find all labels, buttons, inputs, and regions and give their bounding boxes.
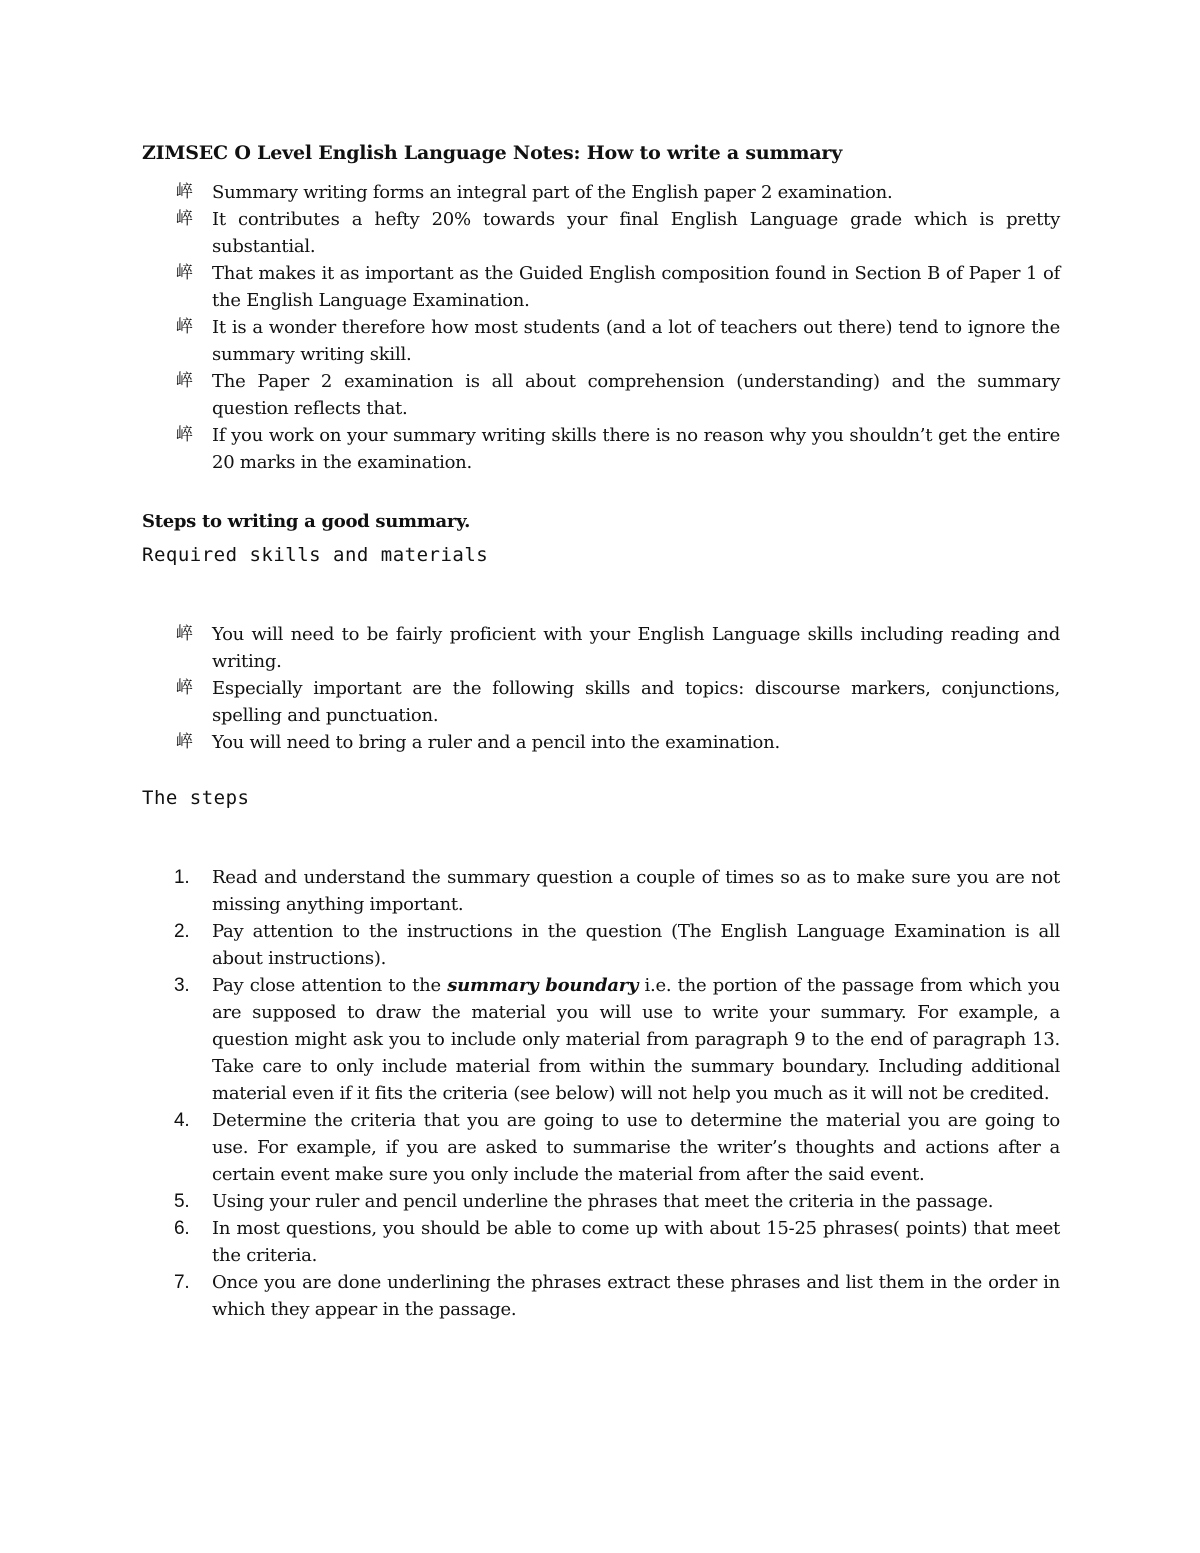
list-item-text: You will need to bring a ruler and a pencil into the examination. — [212, 732, 780, 753]
list-item-text: It is a wonder therefore how most students (and a lot of teachers out there) tend to ignore the summary writing skill. — [212, 317, 1060, 365]
step-number: 4. — [174, 1110, 190, 1131]
step-text-before: Pay close attention to the — [212, 975, 448, 996]
step-number: 2. — [174, 921, 190, 942]
step-item — [142, 864, 1060, 918]
step-text-after: i.e. the portion of the passage from which you are supposed to draw the material you will use to write your summary. For example, a question might ask you to include only material from paragraph 9 to the end of paragraph 13. Take care to only include material from within the summary boundary. Including additional material even if it fits the criteria (see below) will not help you much as it will not be credited. — [212, 975, 1060, 1104]
bullet-icon: 崪 — [176, 263, 193, 283]
step-number: 5. — [174, 1191, 190, 1212]
bullet-icon: 崪 — [176, 317, 193, 337]
step-number: 7. — [174, 1272, 190, 1293]
skills-subheading: Required skills and materials — [142, 544, 489, 566]
list-item — [142, 179, 1060, 206]
step-item — [142, 972, 1060, 1107]
list-item-text: It contributes a hefty 20% towards your final English Language grade which is pretty substantial. — [212, 209, 1060, 257]
the-steps-subheading: The steps — [142, 787, 250, 809]
bullet-icon: 崪 — [176, 182, 193, 202]
document-body — [142, 140, 1060, 1323]
list-item-text: If you work on your summary writing skills there is no reason why you shouldn’t get the entire 20 marks in the examination. — [212, 425, 1060, 473]
document-title: ZIMSEC O Level English Language Notes: How to write a summary — [142, 142, 843, 164]
step-number: 6. — [174, 1218, 190, 1239]
list-item — [142, 314, 1060, 368]
list-item — [142, 368, 1060, 422]
step-text: In most questions, you should be able to come up with about 15-25 phrases( points) that meet the criteria. — [212, 1218, 1060, 1266]
bullet-icon: 崪 — [176, 425, 193, 445]
bullet-icon: 崪 — [176, 624, 193, 644]
list-item-text: That makes it as important as the Guided English composition found in Section B of Paper 1 of the English Language Examination. — [212, 263, 1060, 311]
bullet-icon: 崪 — [176, 371, 193, 391]
list-item-text: Summary writing forms an integral part of the English paper 2 examination. — [212, 182, 893, 203]
list-item-text: You will need to be fairly proficient with your English Language skills including reading and writing. — [212, 624, 1060, 672]
summary-boundary-emphasis: summary boundary — [447, 975, 639, 996]
list-item — [142, 422, 1060, 476]
step-item — [142, 1269, 1060, 1323]
steps-numbered-list — [142, 864, 1060, 1323]
step-text: Read and understand the summary question a couple of times so as to make sure you are not missing anything important. — [212, 867, 1060, 915]
step-text: Using your ruler and pencil underline the phrases that meet the criteria in the passage. — [212, 1191, 994, 1212]
step-item — [142, 1188, 1060, 1215]
step-item — [142, 918, 1060, 972]
list-item-text: The Paper 2 examination is all about comprehension (understanding) and the summary question reflects that. — [212, 371, 1060, 419]
list-item — [142, 729, 1060, 756]
list-item-text: Especially important are the following skills and topics: discourse markers, conjunctions, spelling and punctuation. — [212, 678, 1060, 726]
bullet-icon: 崪 — [176, 732, 193, 752]
step-text: Pay attention to the instructions in the question (The English Language Examination is all about instructions). — [212, 921, 1060, 969]
step-text: Determine the criteria that you are going to use to determine the material you are going to use. For example, if you are asked to summarise the writer’s thoughts and actions after a certain event make sure you only include the material from after the said event. — [212, 1110, 1060, 1185]
intro-bullet-list — [142, 179, 1060, 476]
skills-bullet-list — [142, 621, 1060, 756]
bullet-icon: 崪 — [176, 678, 193, 698]
steps-section-heading: Steps to writing a good summary. — [142, 511, 471, 532]
step-item — [142, 1215, 1060, 1269]
step-item — [142, 1107, 1060, 1188]
step-text: Once you are done underlining the phrases extract these phrases and list them in the order in which they appear in the passage. — [212, 1272, 1060, 1320]
list-item — [142, 621, 1060, 675]
bullet-icon: 崪 — [176, 209, 193, 229]
step-number: 1. — [174, 867, 190, 888]
list-item — [142, 260, 1060, 314]
list-item — [142, 675, 1060, 729]
step-number: 3. — [174, 975, 190, 996]
list-item — [142, 206, 1060, 260]
